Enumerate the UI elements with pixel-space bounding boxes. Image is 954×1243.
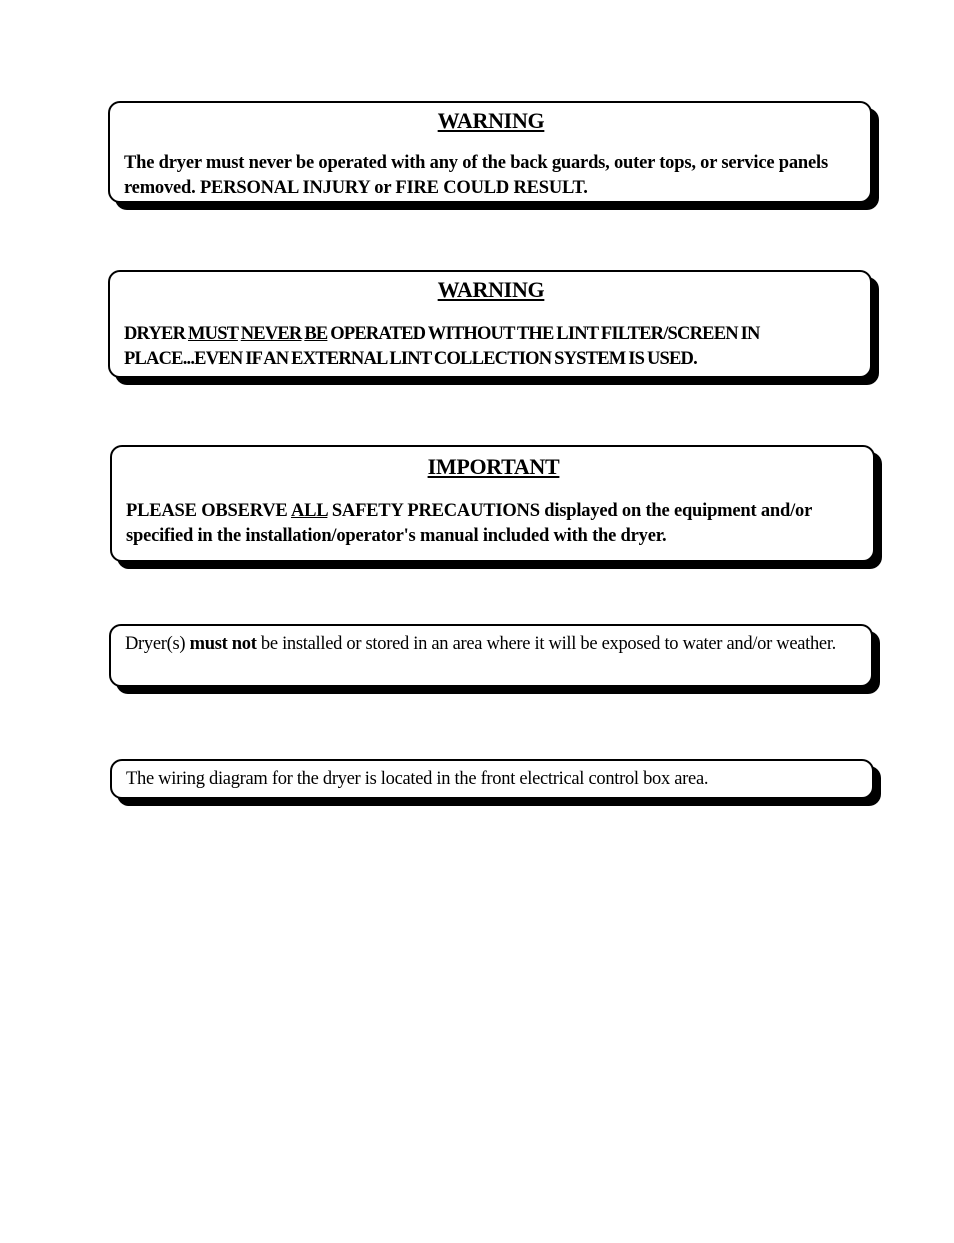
- emphasis-must: MUST: [187, 324, 238, 344]
- notice-body: The dryer must never be operated with any of the back guards, outer tops, or service panels removed. PERSONAL INJURY or FIRE COULD RESULT.: [124, 153, 828, 198]
- notice-text: OPERATED WITHOUT THE LINT FILTER/SCREEN IN PLACE...EVEN IF AN EXTERNAL LINT COLLECTION SYSTEM IS USED.: [124, 324, 760, 369]
- notice-text: Dryer(s): [125, 634, 190, 654]
- notice-body: [126, 499, 861, 549]
- emphasis-must-not: must not: [189, 634, 257, 654]
- notice-body: The wiring diagram for the dryer is located in the front electrical control box area.: [126, 769, 709, 789]
- notice-body: [124, 322, 858, 372]
- notice-body: [125, 632, 859, 657]
- warning-notice-lint-filter: [108, 270, 872, 378]
- emphasis-all: ALL: [290, 501, 328, 521]
- notice-text: DRYER: [124, 324, 188, 344]
- warning-notice-back-guards: [108, 101, 872, 203]
- notice-text: SAFETY PRECAUTIONS displayed on the equipment and/or specified in the installation/operator's manual included with the dryer.: [126, 501, 812, 546]
- notice-water-exposure: [109, 624, 873, 687]
- notice-title: WARNING: [437, 108, 545, 133]
- notice-text: PLEASE OBSERVE: [126, 501, 291, 521]
- notice-text: be installed or stored in an area where it will be exposed to water and/or weather.: [256, 634, 837, 654]
- notice-title: IMPORTANT: [427, 454, 560, 479]
- notice-wiring-diagram: [110, 759, 874, 799]
- notice-title: WARNING: [437, 277, 545, 302]
- emphasis-be: BE: [304, 324, 328, 344]
- important-notice-safety: [110, 445, 875, 562]
- emphasis-never: NEVER: [240, 324, 302, 344]
